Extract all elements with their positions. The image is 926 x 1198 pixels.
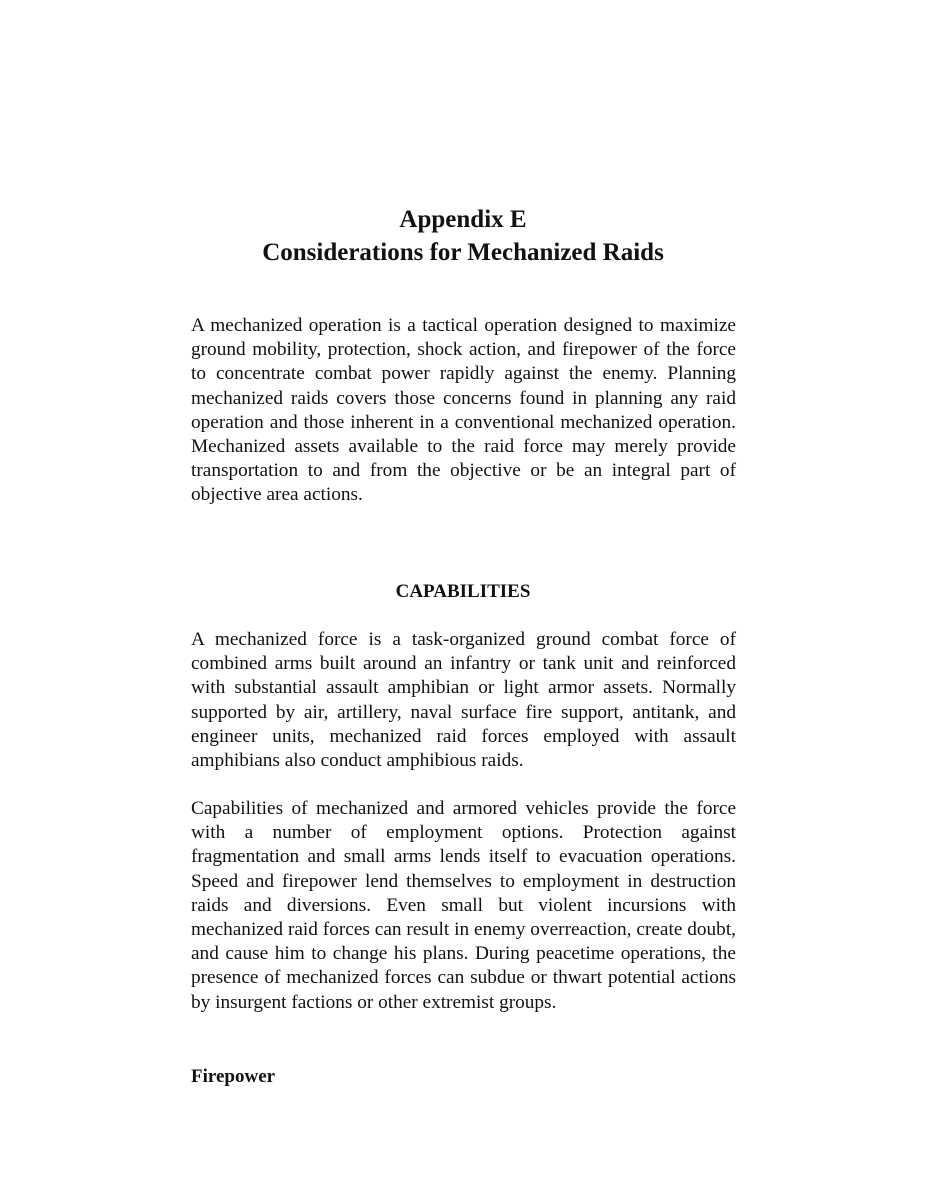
appendix-label: Appendix E [399,206,527,233]
capabilities-paragraph-1: A mechanized force is a task-organized ground combat force of combined arms built around an infantry or tank unit and reinforced with substantial assault amphibian or light armor assets. Normally supported by air, artillery, naval surface fire support, antitank, and engineer units, mechanized raid forces employed with assault amphibians also conduct amphibious raids. [191,629,736,772]
capabilities-heading: CAPABILITIES [395,581,531,602]
appendix-title: Considerations for Mechanized Raids [262,239,664,266]
intro-paragraph: A mechanized operation is a tactical operation designed to maximize ground mobility, protection, shock action, and firepower of the force to concentrate combat power rapidly against the enemy. Planning mechanized raids covers those concerns found in planning any raid operation and those inherent in a conventional mechanized operation. Mechanized assets available to the raid force may merely provide transportation to and from the objective or be an integral part of objective area actions. [191,315,736,506]
firepower-subheading: Firepower [191,1066,276,1087]
capabilities-paragraph-2: Capabilities of mechanized and armored vehicles provide the force with a number of employment options. Protection against fragmentation and small arms lends itself to evacuation operations. Speed and firepower lend themselves to employment in destruction raids and diversions. Even small but violent incursions with mechanized raid forces can result in enemy overreaction, create doubt, and cause him to change his plans. During peacetime operations, the presence of mechanized forces can subdue or thwart potential actions by insurgent factions or other extremist groups. [191,798,736,1013]
appendix-title-block [0,203,926,269]
